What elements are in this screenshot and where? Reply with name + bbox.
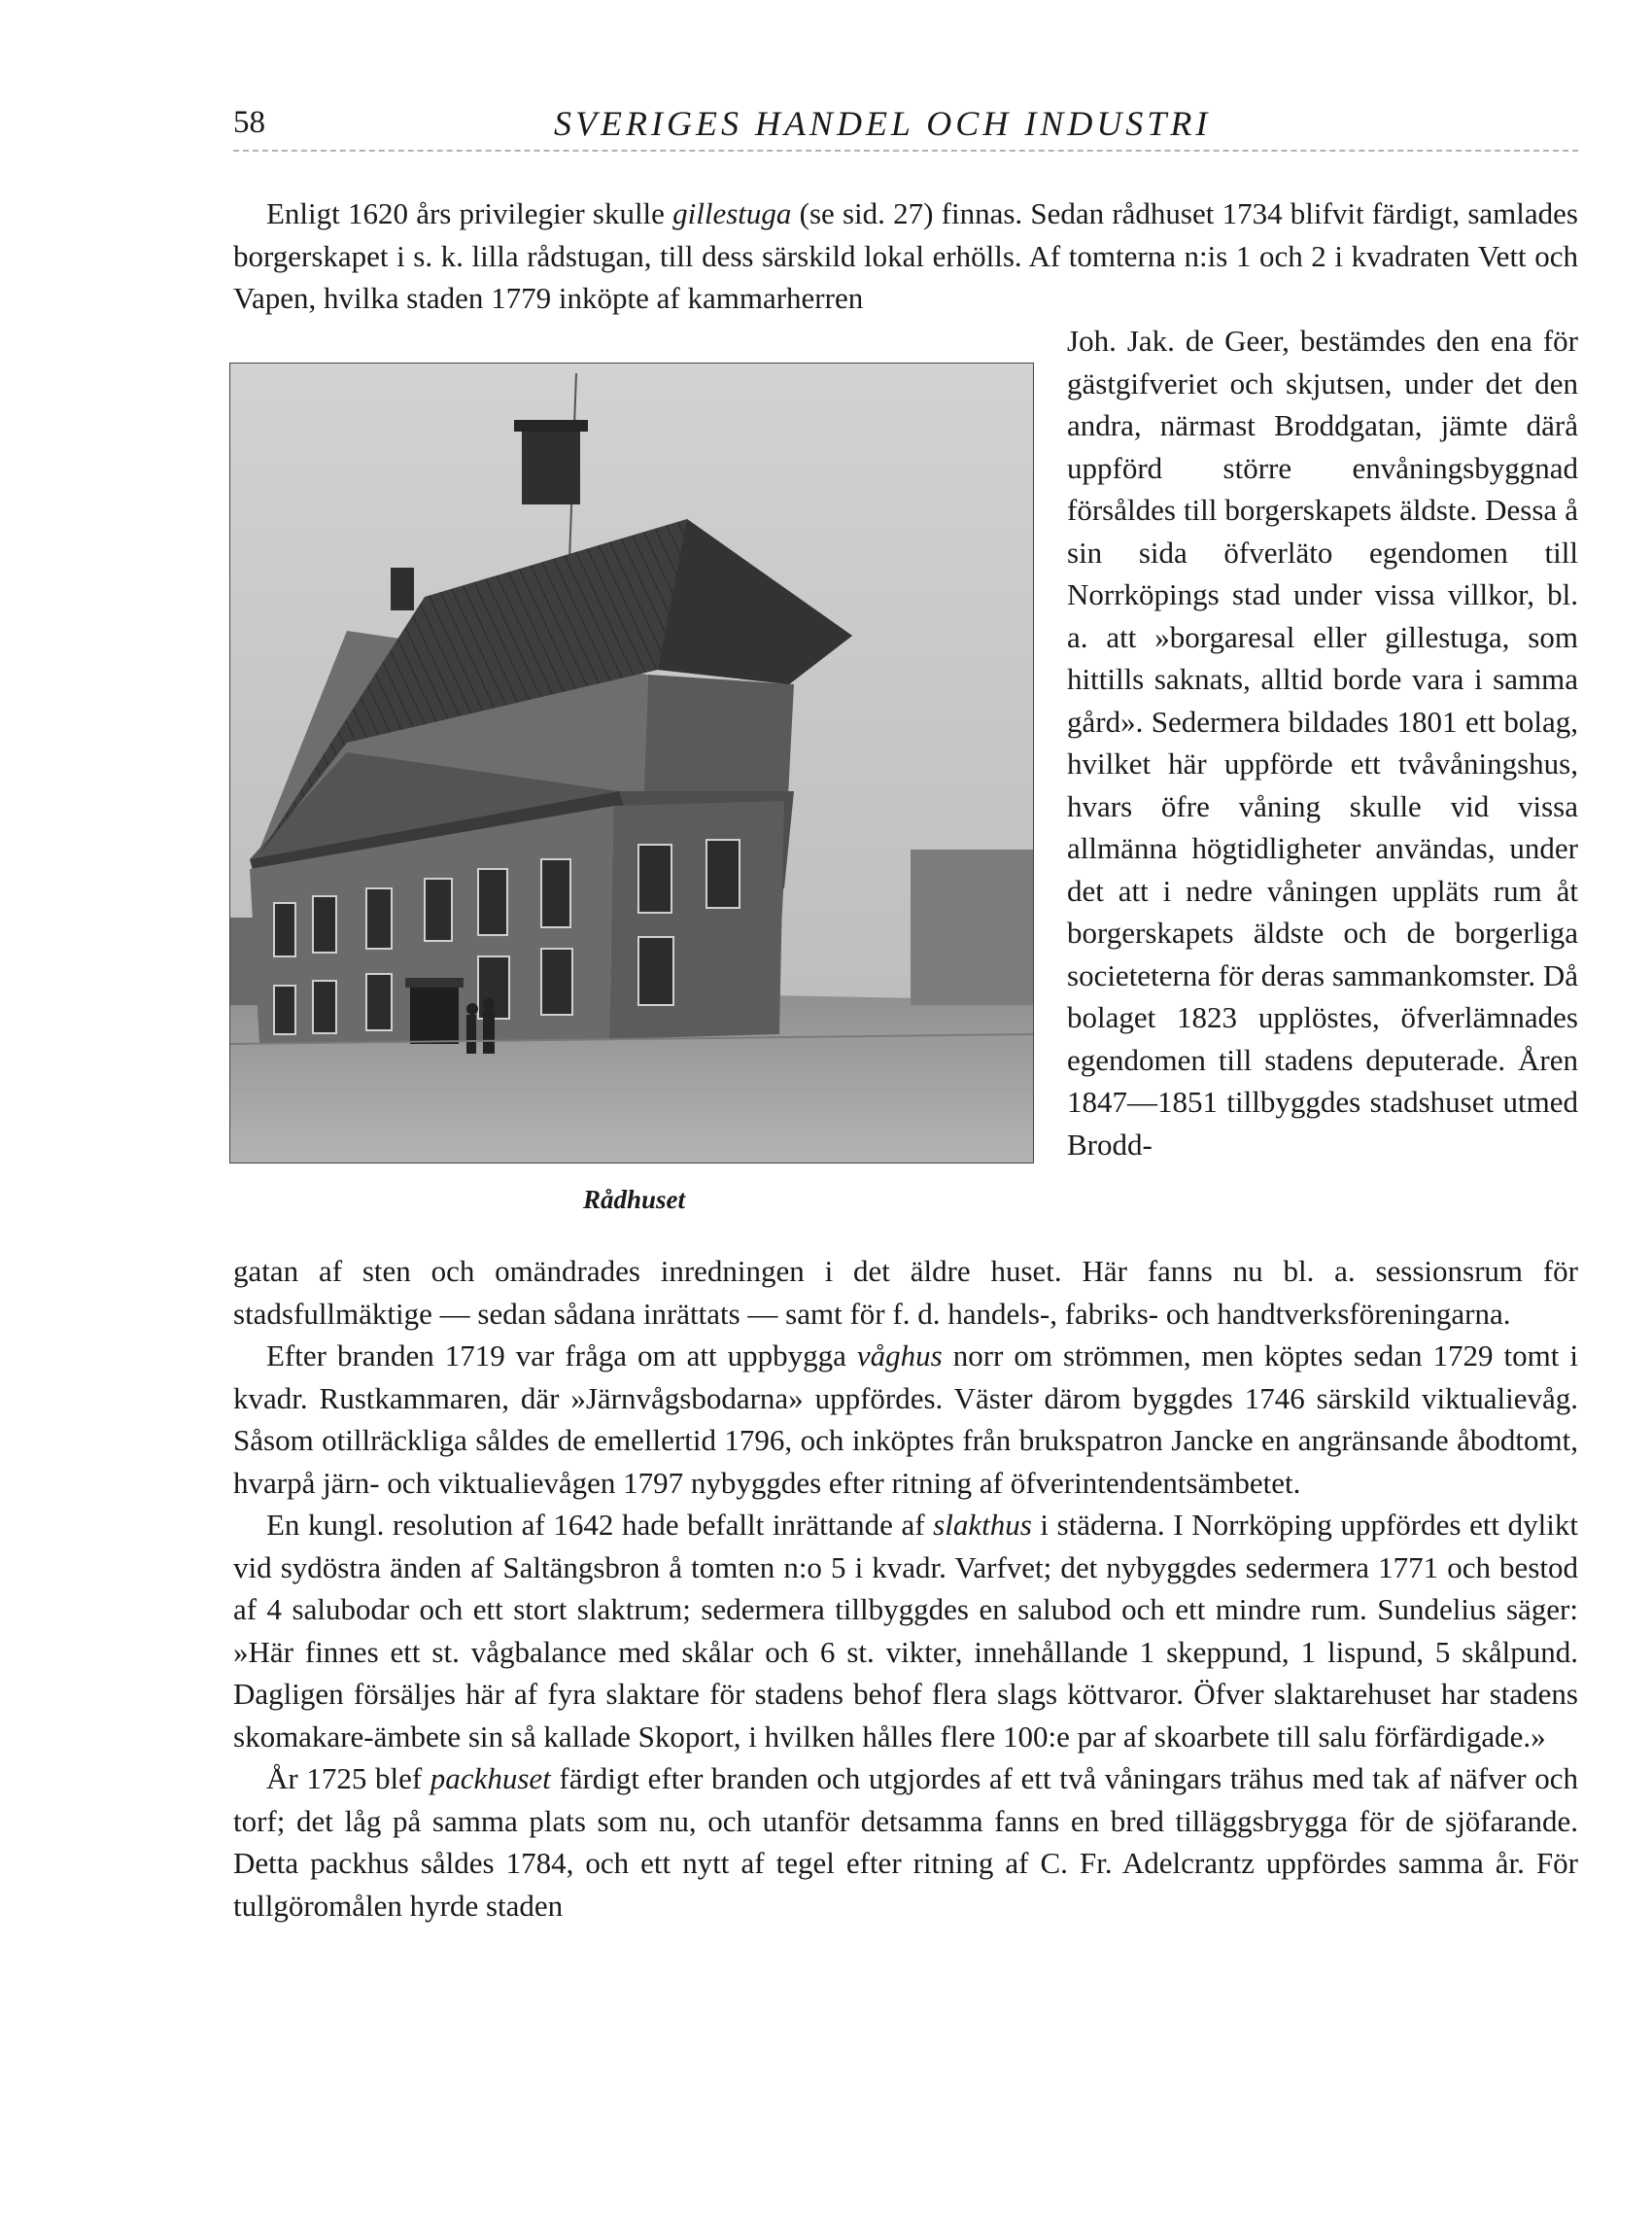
text-run: Efter branden 1719 var fråga om att uppbygga bbox=[266, 1338, 857, 1372]
page-number: 58 bbox=[233, 105, 265, 140]
body-text-bottom bbox=[233, 1250, 1578, 1927]
text-run: En kungl. resolution af 1642 hade befallt inrättande af bbox=[266, 1508, 934, 1542]
paragraph-2 bbox=[233, 1335, 1578, 1504]
emphasis-term: packhuset bbox=[430, 1761, 551, 1795]
text-run: färdigt efter branden och utgjordes af ett två våningars trähus med tak af näfver och torf; det låg på samma plats som nu, och utanför detsamma fanns en bred tilläggsbrygga för de sjöfarande. Detta packhus såldes 1784, och ett nytt af tegel efter ritning af C. Fr. Adelcrantz uppfördes samma år. För tullgöromålen hyrde staden bbox=[233, 1761, 1579, 1923]
paragraph bbox=[233, 192, 1578, 320]
text-run: norr om strömmen, men köptes sedan 1729 tomt i kvadr. Rustkammaren, där »Järnvågsbodarna» uppfördes. Väster därom byggdes 1746 särskild viktualievåg. Såsom otillräckliga såldes de emellertid 1796, och inköptes från brukspatron Jancke en angränsande åbodtomt, hvarpå järn- och viktualievågen 1797 nybyggdes efter ritning af öfverintendentsämbetet. bbox=[233, 1338, 1578, 1500]
side-column-text bbox=[1067, 320, 1578, 1165]
emphasis-term: slakthus bbox=[933, 1508, 1032, 1542]
header-rule bbox=[233, 150, 1578, 152]
running-title: SVERIGES HANDEL OCH INDUSTRI bbox=[554, 104, 1212, 143]
text-run: År 1725 blef bbox=[266, 1761, 430, 1795]
paragraph-4 bbox=[233, 1757, 1578, 1927]
paragraph-3 bbox=[233, 1504, 1578, 1757]
photo-svg bbox=[230, 364, 1033, 1163]
paragraph-1-tail: gatan af sten och omändrades inredningen i det äldre huset. Här fanns nu bl. a. sessionsrum för stadsfullmäktige — sedan sådana inrättats — samt för f. d. handels-, fabriks- och handtverksföreningarna. bbox=[233, 1254, 1578, 1331]
emphasis-term: våghus bbox=[856, 1338, 943, 1372]
text-run: i städerna. I Norrköping uppfördes ett dylikt vid sydöstra änden af Saltängsbron å tomten n:o 5 i kvadr. Varfvet; det nybyggdes sedermera 1771 och bestod af 4 salubodar och ett stort slaktrum; sedermera tillbyggdes en salubod och ett mindre rum. Sundelius säger: »Här finnes ett st. vågbalance med skålar och 6 st. vikter, innehållande 1 skeppund, 1 lispund, 5 skålpund. Dagligen försäljes här af fyra slaktare för stadens behof flera slags köttvaror. Öfver slaktarehuset har stadens skomakare-ämbete sin så kallade Skoport, i hvilken hålles flere 100:e par af skoarbete till salu förfärdigade.» bbox=[233, 1508, 1579, 1754]
paragraph-1-top bbox=[233, 192, 1578, 320]
text-run: Enligt 1620 års privilegier skulle bbox=[266, 196, 673, 230]
text-run: (se sid. 27) finnas. Sedan rådhuset 1734 blifvit färdigt, samlades borgerskapet i s. k. lilla rådstugan, till dess särskild lokal erhölls. Af tomterna n:is 1 och 2 i kvadraten Vett och Vapen, hvilka staden 1779 inköpte af kammarherren bbox=[233, 196, 1578, 315]
figure-caption: Rådhuset bbox=[583, 1185, 686, 1214]
building-photo bbox=[229, 363, 1034, 1164]
emphasis-term: gillestuga bbox=[672, 196, 792, 230]
paragraph: Joh. Jak. de Geer, bestämdes den ena för gästgifveriet och skjutsen, under det den andra, närmast Broddgatan, jämte därå uppförd större envåningsbyggnad försåldes till borgerskapets äldste. Dessa å sin sida öfverläto egendomen till Norrköpings stad under vissa villkor, bl. a. att »borgaresal eller gillestuga, som hittills saknats, alltid borde vara i samma gård». Sedermera bildades 1801 ett bolag, hvilket här uppförde ett tvåvåningshus, hvars öfre våning skulle vid vissa allmänna högtidligheter användas, under det att i nedre våningen uppläts rum åt borgerskapets äldste och de borgerliga societeterna för deras sammankomster. Då bolaget 1823 upplöstes, öfverlämnades egendomen till stadens deputerade. Åren 1847—1851 tillbyggdes stadshuset utmed Brodd- bbox=[1067, 324, 1578, 1162]
